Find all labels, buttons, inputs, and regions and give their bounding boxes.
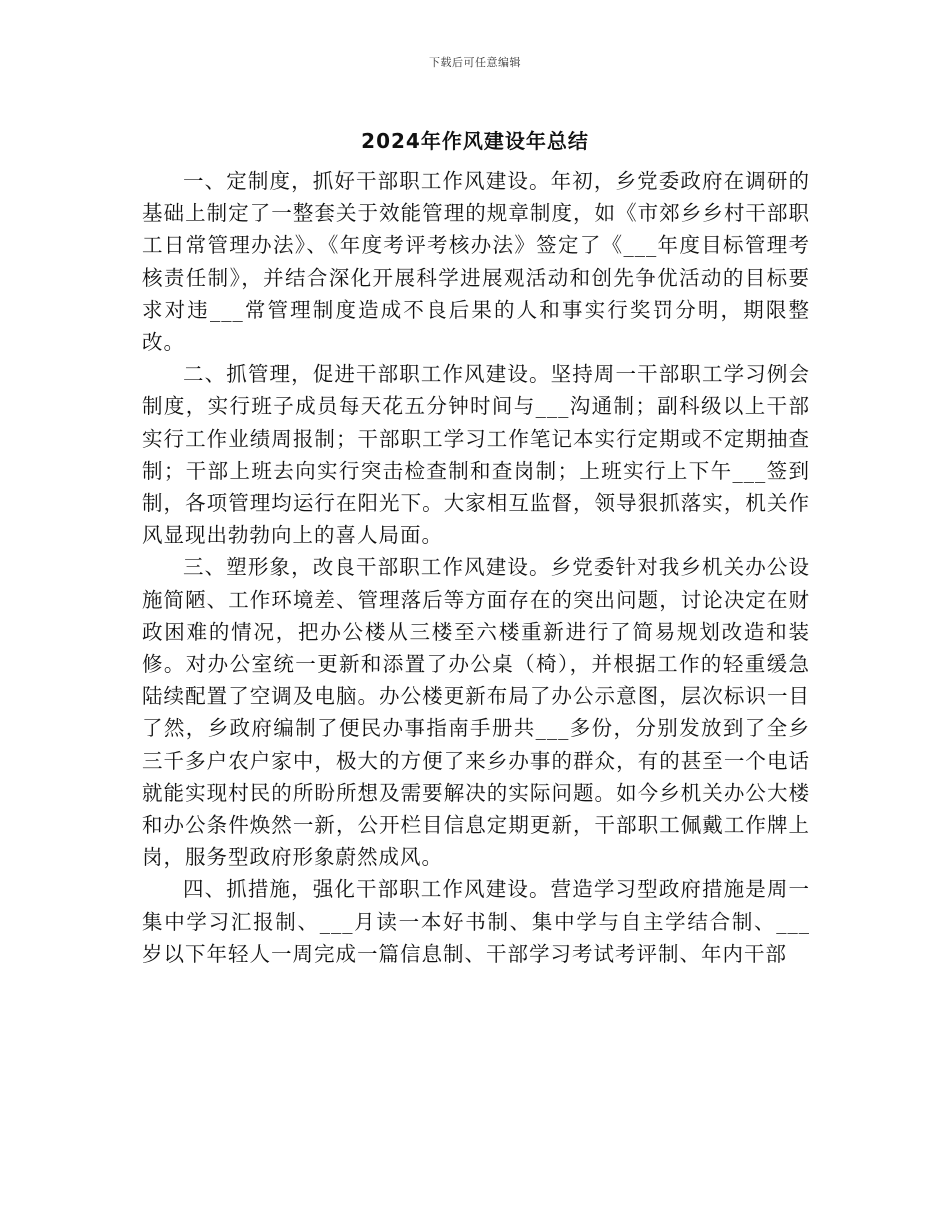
paragraph-1: 一、定制度，抓好干部职工作风建设。年初，乡党委政府在调研的基础上制定了一整套关于效能管理的规章制度，如《市郊乡乡村干部职工日常管理办法》、《年度考评考核办法》签定了《___年度目标管理考核责任制》，并结合深化开展科学进展观活动和创先争优活动的目标要求对违___常管理制度造成不良后果的人和事实行奖罚分明，期限整改。 (142, 169, 810, 355)
paragraph-4: 四、抓措施，强化干部职工作风建设。营造学习型政府措施是周一集中学习汇报制、___月读一本好书制、集中学与自主学结合制、___岁以下年轻人一周完成一篇信息制、干部学习考试考评制、年内干部 (142, 877, 810, 966)
document-title: 2024年作风建设年总结 (361, 129, 589, 153)
document-body (142, 165, 810, 970)
header-note: 下载后可任意编辑 (429, 56, 521, 69)
paragraph-3: 三、塑形象，改良干部职工作风建设。乡党委针对我乡机关办公设施简陋、工作环境差、管理落后等方面存在的突出问题，讨论决定在财政困难的情况，把办公楼从三楼至六楼重新进行了简易规划改造和装修。对办公室统一更新和添置了办公桌（椅），并根据工作的轻重缓急陆续配置了空调及电脑。办公楼更新布局了办公示意图，层次标识一目了然，乡政府编制了便民办事指南手册共___多份，分别发放到了全乡三千多户农户家中，极大的方便了来乡办事的群众，有的甚至一个电话就能实现村民的所盼所想及需要解决的实际问题。如今乡机关办公大楼和办公条件焕然一新，公开栏目信息定期更新，干部职工佩戴工作牌上岗，服务型政府形象蔚然成风。 (142, 555, 810, 870)
paragraph-2: 二、抓管理，促进干部职工作风建设。坚持周一干部职工学习例会制度，实行班子成员每天花五分钟时间与___沟通制；副科级以上干部实行工作业绩周报制；干部职工学习工作笔记本实行定期或不定期抽查制；干部上班去向实行突击检查制和查岗制；上班实行上下午___签到制，各项管理均运行在阳光下。大家相互监督，领导狠抓落实，机关作风显现出勃勃向上的喜人局面。 (142, 362, 810, 548)
